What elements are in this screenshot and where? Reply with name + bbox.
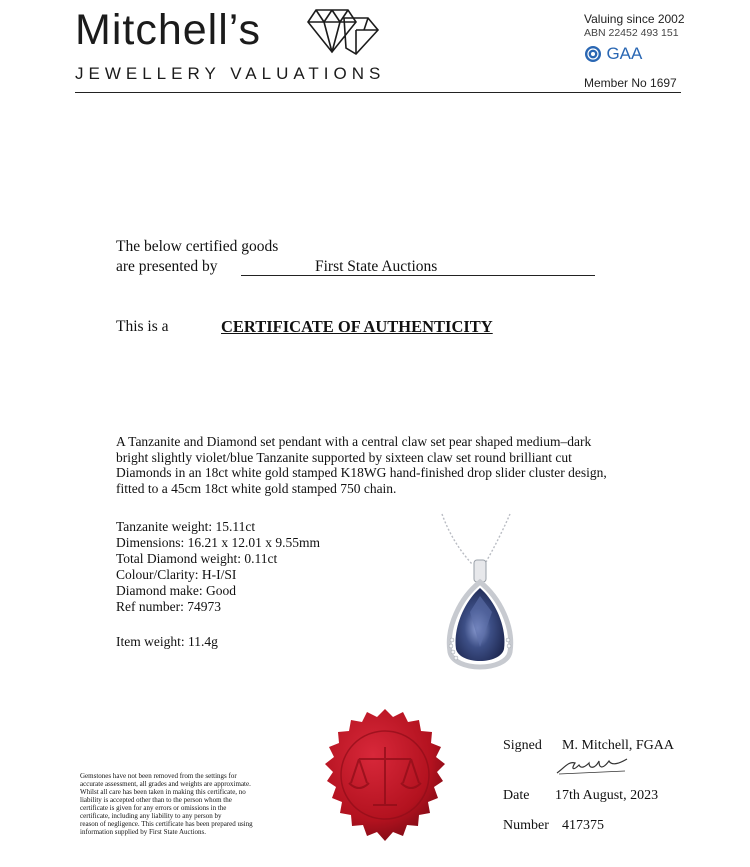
disclaimer-line: certificate is given for any errors or omissions in the (80, 804, 227, 812)
pendant-photo (430, 512, 530, 682)
spec-dimensions: Dimensions: 16.21 x 12.01 x 9.55mm (116, 535, 321, 550)
spec-ref-number: Ref number: 74973 (116, 599, 221, 614)
abn-number: ABN 22452 493 151 (584, 27, 679, 39)
gaa-label: GAA (606, 44, 643, 63)
disclaimer-text (80, 772, 290, 836)
signed-label: Signed (503, 738, 542, 753)
spec-colour-clarity: Colour/Clarity: H-I/SI (116, 567, 237, 582)
brand-subtitle: JEWELLERY VALUATIONS (75, 64, 386, 83)
date-label: Date (503, 788, 530, 803)
description-line: A Tanzanite and Diamond set pendant with a central claw set pear shaped medium–dark (116, 434, 592, 449)
item-description (116, 434, 616, 497)
disclaimer-line: information supplied by First State Auctions. (80, 828, 206, 836)
gaa-emblem-icon (584, 45, 602, 63)
presenter-field (241, 258, 595, 276)
description-line: bright slightly violet/blue Tanzanite supported by sixteen claw set round brilliant cut (116, 449, 572, 465)
disclaimer-line: Whilst all care has been taken in making this certificate, no (80, 788, 246, 796)
brand-name: Mitchell’s (75, 6, 262, 54)
intro-line-1: The below certified goods (116, 238, 279, 255)
disclaimer-line: certificate, including any liability to any person by (80, 812, 222, 820)
spec-tanzanite-weight: Tanzanite weight: 15.11ct (116, 519, 256, 534)
certificate-number: 417375 (562, 818, 604, 833)
disclaimer-line: accurate assessment, all grades and weights are approximate. (80, 780, 251, 788)
spec-item-weight: Item weight: 11.4g (116, 634, 218, 649)
signed-name: M. Mitchell, FGAA (562, 738, 674, 753)
certificate-title: CERTIFICATE OF AUTHENTICITY (221, 317, 493, 336)
gaa-badge (584, 44, 642, 64)
valuing-since: Valuing since 2002 (584, 12, 685, 26)
intro-line-2-prefix: are presented by (116, 258, 218, 275)
disclaimer-line: liability is accepted other than to the person whom the (80, 796, 232, 804)
diamond-logo-icon (306, 8, 382, 56)
number-label: Number (503, 818, 549, 833)
certificate-prefix: This is a (116, 318, 169, 335)
signature-icon (555, 757, 630, 777)
member-number: Member No 1697 (584, 76, 677, 90)
disclaimer-line: reason of negligence. This certificate has been prepared using (80, 820, 253, 828)
date-value: 17th August, 2023 (555, 788, 659, 803)
header-divider (75, 92, 681, 93)
description-line: fitted to a 45cm 18ct white gold stamped 750 chain. (116, 481, 397, 497)
wax-seal-icon (315, 707, 455, 847)
presenter-name: First State Auctions (315, 258, 438, 275)
disclaimer-line: Gemstones have not been removed from the settings for (80, 772, 237, 780)
description-line: Diamonds in an 18ct white gold stamped K18WG hand-finished drop slider cluster design, (116, 465, 607, 481)
spec-total-diamond-weight: Total Diamond weight: 0.11ct (116, 551, 278, 566)
spec-diamond-make: Diamond make: Good (116, 583, 236, 598)
